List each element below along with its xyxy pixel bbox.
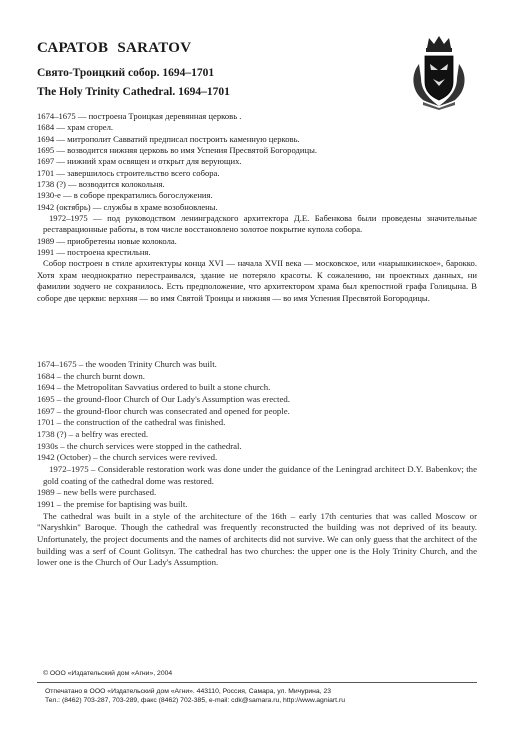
timeline-item-ru: 1989 — приобретены новые колокола. — [37, 235, 177, 246]
timeline-item-ru: 1674–1675 — построена Троицкая деревянная церковь . — [37, 111, 242, 121]
timeline-item-ru: 1694 — митрополит Савватий предписал построить каменную церковь. — [37, 133, 300, 144]
russian-section — [37, 111, 477, 304]
timeline-item-ru: 1972–1975 — под руководством ленинградского архитектора Д.Е. Бабенкова были проведены значительные реставрационные работы, в том числе восстановлено золотое покрытие купола собора. — [43, 213, 477, 235]
timeline-item-en: 1695 – the ground-floor Church of Our Lady's Assumption was erected. — [37, 393, 290, 404]
title-ru: Свято-Троицкий собор. 1694–1701 — [37, 67, 215, 79]
description-ru: Собор построен в стиле архитектуры конца XVI — начала XVII века — московское, или «нарышкинское», барокко. Хотя храм неоднократно перестраивался, здание не потеряло красоты. К сожалению, ни проектных данных, ни фамилии зодчего не сохранилось. Есть предположение, что архитектором храма был крепостной графа Голицына. В соборе две церкви: верхняя — во имя Святой Троицы и нижняя — во имя Успения Пресвятой Богородицы. — [37, 258, 477, 303]
timeline-item-en: 1738 (?) – a belfry was erected. — [37, 428, 149, 439]
timeline-item-ru: 1701 — завершилось строительство всего собора. — [37, 167, 220, 178]
timeline-item-en: 1694 – the Metropolitan Savvatius ordered to built a stone church. — [37, 382, 271, 393]
description-en: The cathedral was built in a style of the architecture of the 16th – early 17th centuries that was called Moscow or "Naryshkin" Baroque. Though the cathedral was frequently reconstructed the building was not deprived of its beauty. Unfortunately, the project documents and the names of architects did not survive. We can only guess that the architect of the building was a serf of Count Golitsyn. The cathedral has two churches: the upper one is the Holy Trinity Church, and the lower one is the Church of Our Lady's Assumption. — [37, 510, 477, 568]
imprint-address: Отпечатано в ООО «Издательский дом «Агни». 443110, Россия, Самара, ул. Мичурина, 23 — [45, 688, 332, 695]
timeline-item-ru: 1991 — построена крестильня. — [37, 247, 151, 258]
timeline-item-ru: 1684 — храм сгорел. — [37, 122, 114, 133]
city-name-ru: САРАТОВ — [37, 40, 109, 56]
timeline-item-en: 1930s – the church services were stopped in the cathedral. — [37, 440, 242, 451]
city-name-en: SARATOV — [117, 40, 192, 56]
timeline-item-ru: 1930-е — в соборе прекратились богослужения. — [37, 190, 213, 201]
timeline-item-en: 1942 (October) – the church services were revived. — [37, 452, 218, 463]
timeline-item-en: 1697 – the ground-floor church was consecrated and opened for people. — [37, 405, 290, 416]
timeline-item-en: 1674–1675 – the wooden Trinity Church was built. — [37, 359, 217, 369]
timeline-item-ru: 1695 — возводится нижняя церковь во имя Успения Пресвятой Богородицы. — [37, 145, 317, 156]
imprint — [45, 687, 345, 705]
city-heading — [37, 40, 397, 57]
timeline-item-en: 1991 – the premise for baptising was built. — [37, 498, 188, 509]
title-en: The Holy Trinity Cathedral. 1694–1701 — [37, 86, 230, 98]
footer-divider — [37, 682, 477, 683]
timeline-item-en: 1701 – the construction of the cathedral was finished. — [37, 417, 226, 428]
timeline-item-ru: 1738 (?) — возводится колокольня. — [37, 179, 165, 190]
imprint-contacts: Тел.: (8462) 703-287, 703-289, факс (8462) 702-385, e-mail: cdk@samara.ru, http://www.agniart.ru — [45, 697, 345, 704]
timeline-item-en: 1684 – the church burnt down. — [37, 370, 145, 381]
english-section — [37, 359, 477, 569]
timeline-item-ru: 1697 — нижний храм освящен и открыт для верующих. — [37, 156, 242, 167]
timeline-item-en: 1972–1975 – Considerable restoration work was done under the guidance of the Leningrad architect D.Y. Babenkov; the gold coating of the cathedral dome was restored. — [43, 463, 477, 486]
coat-of-arms-icon — [405, 34, 473, 110]
page-header — [37, 40, 397, 98]
timeline-item-en: 1989 – new bells were purchased. — [37, 487, 157, 498]
timeline-item-ru: 1942 (октябрь) — службы в храме возобновлены. — [37, 201, 218, 212]
copyright-line: © ООО «Издательский дом «Агни», 2004 — [43, 670, 173, 677]
